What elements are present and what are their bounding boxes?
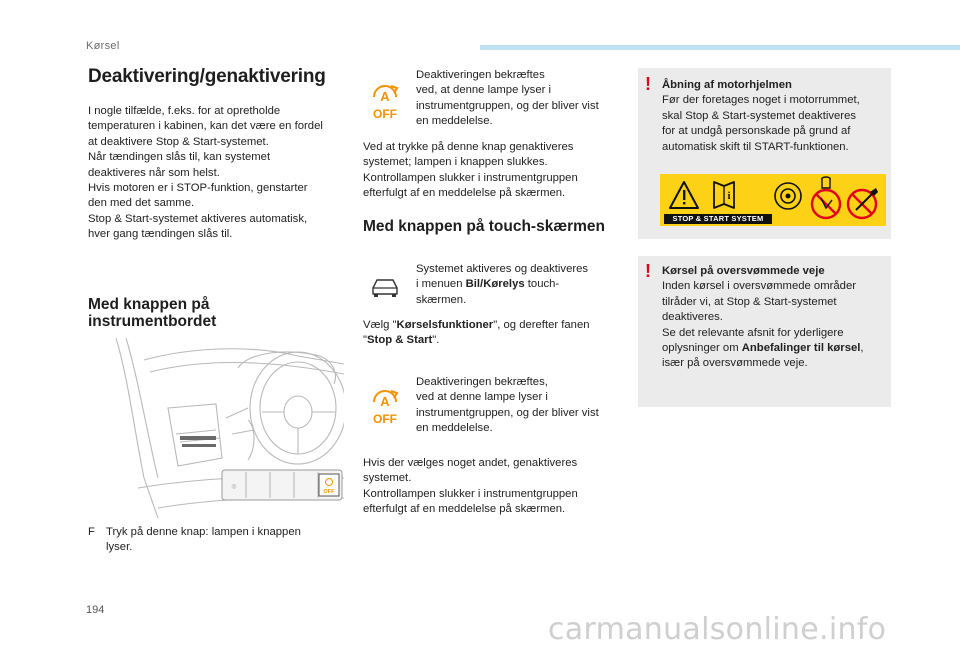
svg-text:A: A: [380, 394, 390, 409]
page-title: Deaktivering/genaktivering: [88, 66, 326, 87]
other-choice-paragraph: Hvis der vælges noget andet, genaktiveres systemet. Kontrollampen slukker i instrumentgruppen efterfulgt af en meddelelse på skærmen.: [363, 457, 578, 516]
svg-text:OFF: OFF: [323, 489, 335, 495]
warning-hood-text: Åbning af motorhjelmen Før der foretages noget i motorrummet, skal Stop & Start-systemet deaktiveres for at undgå personskade på grund af automatisk skift til START-funktionen.: [662, 79, 860, 153]
dashboard-illustration: [98, 338, 344, 518]
touchscreen-heading: Med knappen på touch-skærmen: [363, 218, 606, 235]
stop-start-warning-label: [660, 174, 886, 226]
svg-text:OFF: OFF: [373, 412, 397, 426]
reactivate-paragraph: Ved at trykke på denne knap genaktiveres systemet; lampen i knappen slukkes. Kontrollampen slukker i instrumentgruppen efterfulgt af en meddelelse på skærmen.: [363, 141, 578, 200]
stop-start-off-icon: [368, 80, 402, 122]
svg-text:i: i: [727, 190, 731, 202]
confirm-paragraph-2: Deaktiveringen bekræftes, ved at denne lampe lyser i instrumentgruppen, og der bliver vist en meddelelse.: [416, 376, 599, 435]
dashboard-button-heading: Med knappen på instrumentbordet: [88, 296, 217, 330]
svg-text:OFF: OFF: [373, 107, 397, 121]
bullet-item: F Tryk på denne knap: lampen i knappen lyser.: [88, 526, 301, 554]
touchscreen-paragraph: Systemet aktiveres og deaktiveres i menuen Bil/Kørelys touch- skærmen.: [416, 263, 589, 306]
warning-flooded-text: Kørsel på oversvømmede veje Inden kørsel i oversvømmede områder tilråder vi, at Stop & Start-systemet deaktiveres. Se det relevante afsnit for yderligere oplysninger om Anbefalinger til kørsel, især på oversvømmede veje.: [662, 265, 864, 370]
stop-start-label-text: STOP & START SYSTEM: [664, 214, 772, 224]
warning-exclamation-icon: !: [645, 74, 651, 94]
car-icon: [370, 274, 400, 303]
section-header: Kørsel: [86, 40, 120, 52]
page-number: 194: [86, 604, 105, 616]
intro-paragraph: I nogle tilfælde, f.eks. for at opretholde temperaturen i kabinen, kan det være en fordel at deaktivere Stop & Start-systemet. Når tændingen slås til, kan systemet deaktiveres når som helst. Hvis motoren er i STOP-funktion, genstarter den med det samme. Stop & Start-systemet aktiveres automatisk, hver gang tændingen slås til.: [88, 105, 323, 241]
bullet-marker: F: [88, 526, 95, 538]
warning-exclamation-icon-2: !: [645, 261, 651, 281]
header-rule: [480, 45, 960, 50]
stop-start-off-icon-2: [368, 385, 402, 427]
svg-text:◎: ◎: [231, 484, 237, 490]
svg-text:A: A: [380, 89, 390, 104]
select-paragraph: Vælg "Kørselsfunktioner", og derefter fanen "Stop & Start".: [363, 319, 590, 347]
watermark-text: carmanualsonline.info: [548, 612, 887, 647]
confirm-paragraph-1: Deaktiveringen bekræftes ved, at denne lampe lyser i instrumentgruppen, og der bliver vist en meddelelse.: [416, 69, 599, 128]
